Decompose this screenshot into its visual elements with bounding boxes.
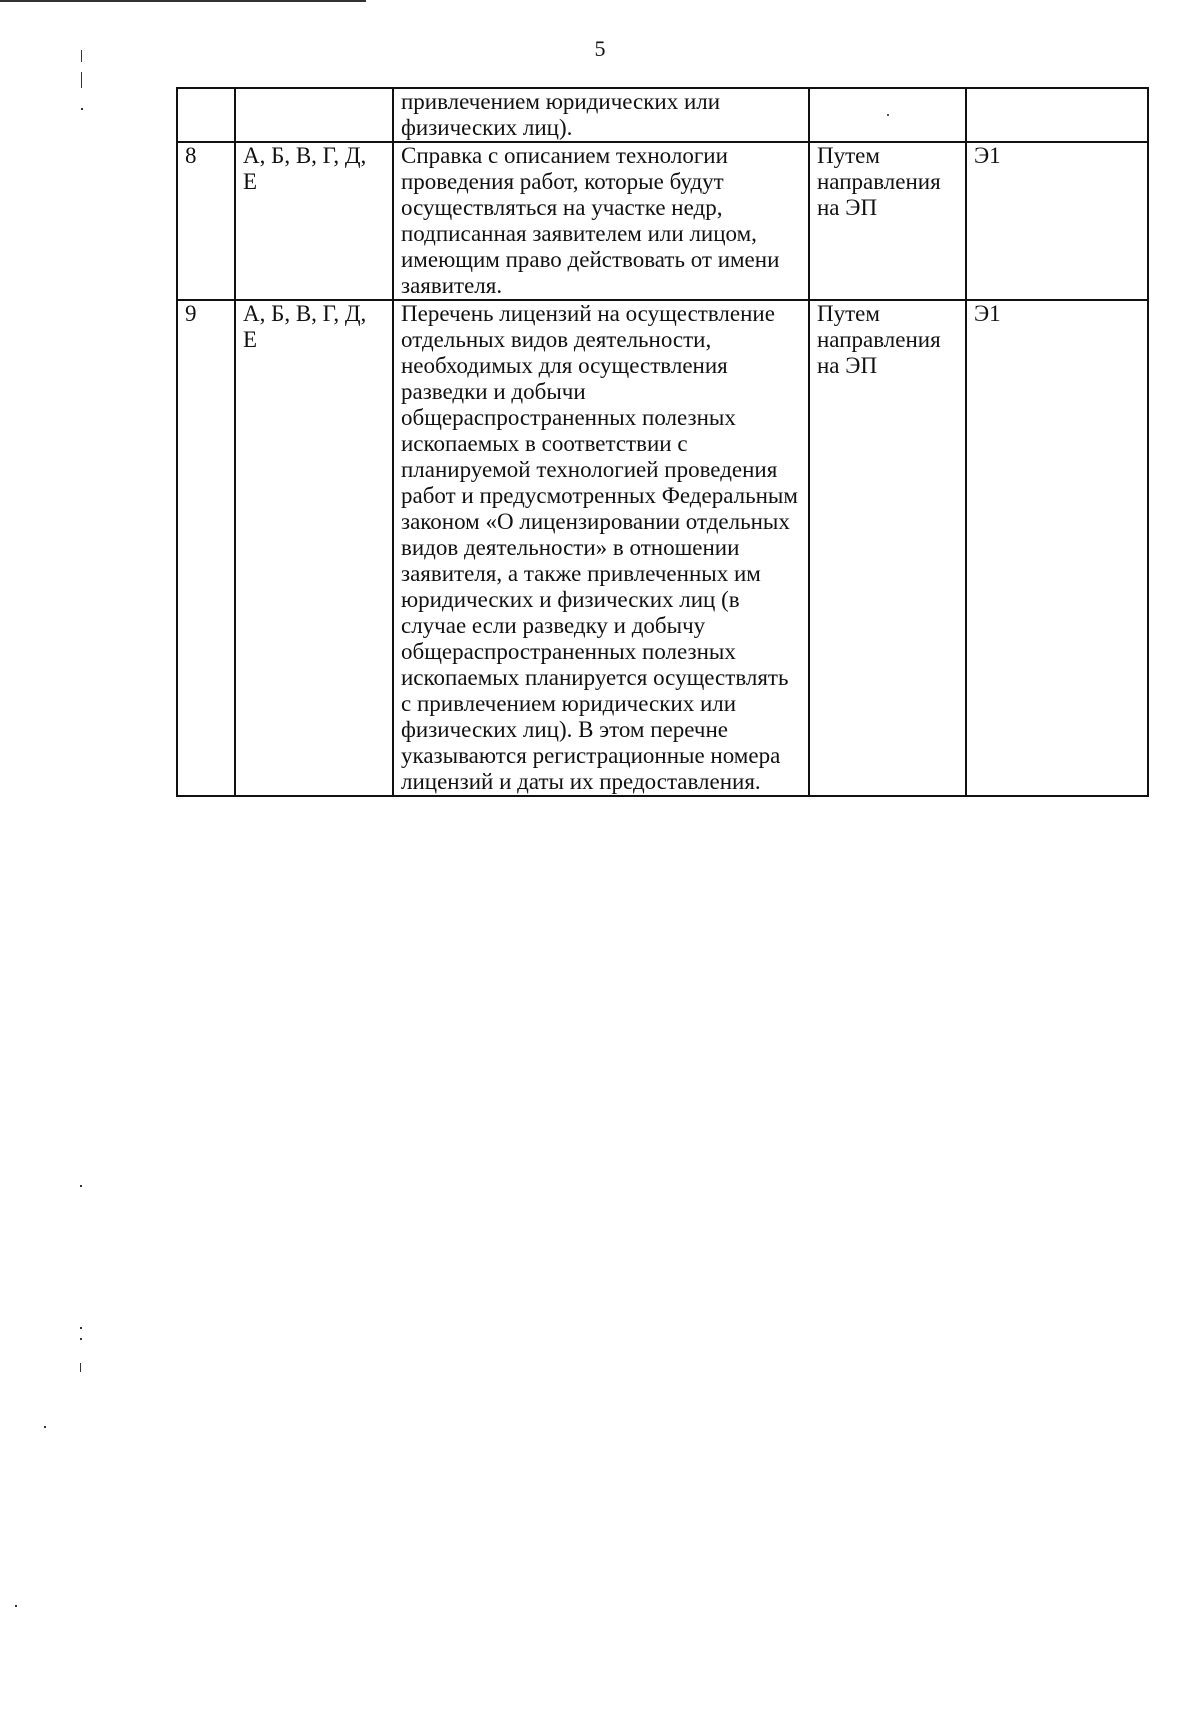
scan-speck	[15, 1605, 17, 1607]
scan-edge-line	[0, 0, 366, 2]
table-row	[177, 142, 1148, 300]
cell-categories	[235, 88, 393, 142]
scan-speck	[887, 114, 889, 116]
cell-code: Э1	[966, 300, 1148, 796]
cell-code	[966, 88, 1148, 142]
scan-speck	[80, 1185, 82, 1187]
cell-method	[809, 88, 966, 142]
cell-categories: А, Б, В, Г, Д, Е	[235, 300, 393, 796]
cell-description: Перечень лицензий на осуществление отдельных видов деятельности, необходимых для осуществления разведки и добычи общераспространенных полезных ископаемых в соответствии с планируемой технологией проведения работ и предусмотренных Федеральным законом «О лицензировании отдельных видов деятельности» в отношении заявителя, а также привлеченных им юридических и физических лиц (в случае если разведку и добычу общераспространенных полезных ископаемых планируется осуществлять с привлечением юридических или физических лиц). В этом перечне указываются регистрационные номера лицензий и даты их предоставления.	[393, 300, 809, 796]
documents-table	[176, 87, 1149, 797]
cell-number: 8	[177, 142, 235, 300]
scan-speck	[44, 1426, 46, 1428]
scan-margin-mark	[81, 72, 82, 88]
cell-code: Э1	[966, 142, 1148, 300]
scan-speck	[81, 108, 83, 110]
page-number: 5	[594, 36, 606, 61]
scan-speck	[80, 1327, 82, 1329]
table-row	[177, 300, 1148, 796]
cell-description: Справка с описанием технологии проведения работ, которые будут осуществляться на участке недр, подписанная заявителем или лицом, имеющим право действовать от имени заявителя.	[393, 142, 809, 300]
cell-categories: А, Б, В, Г, Д, Е	[235, 142, 393, 300]
scan-speck	[80, 1338, 82, 1340]
scan-margin-mark	[80, 1363, 81, 1372]
cell-method: Путем направления на ЭП	[809, 142, 966, 300]
table-row-continuation	[177, 88, 1148, 142]
cell-description: привлечением юридических или физических лиц).	[393, 88, 809, 142]
cell-method: Путем направления на ЭП	[809, 300, 966, 796]
cell-number	[177, 88, 235, 142]
cell-number: 9	[177, 300, 235, 796]
